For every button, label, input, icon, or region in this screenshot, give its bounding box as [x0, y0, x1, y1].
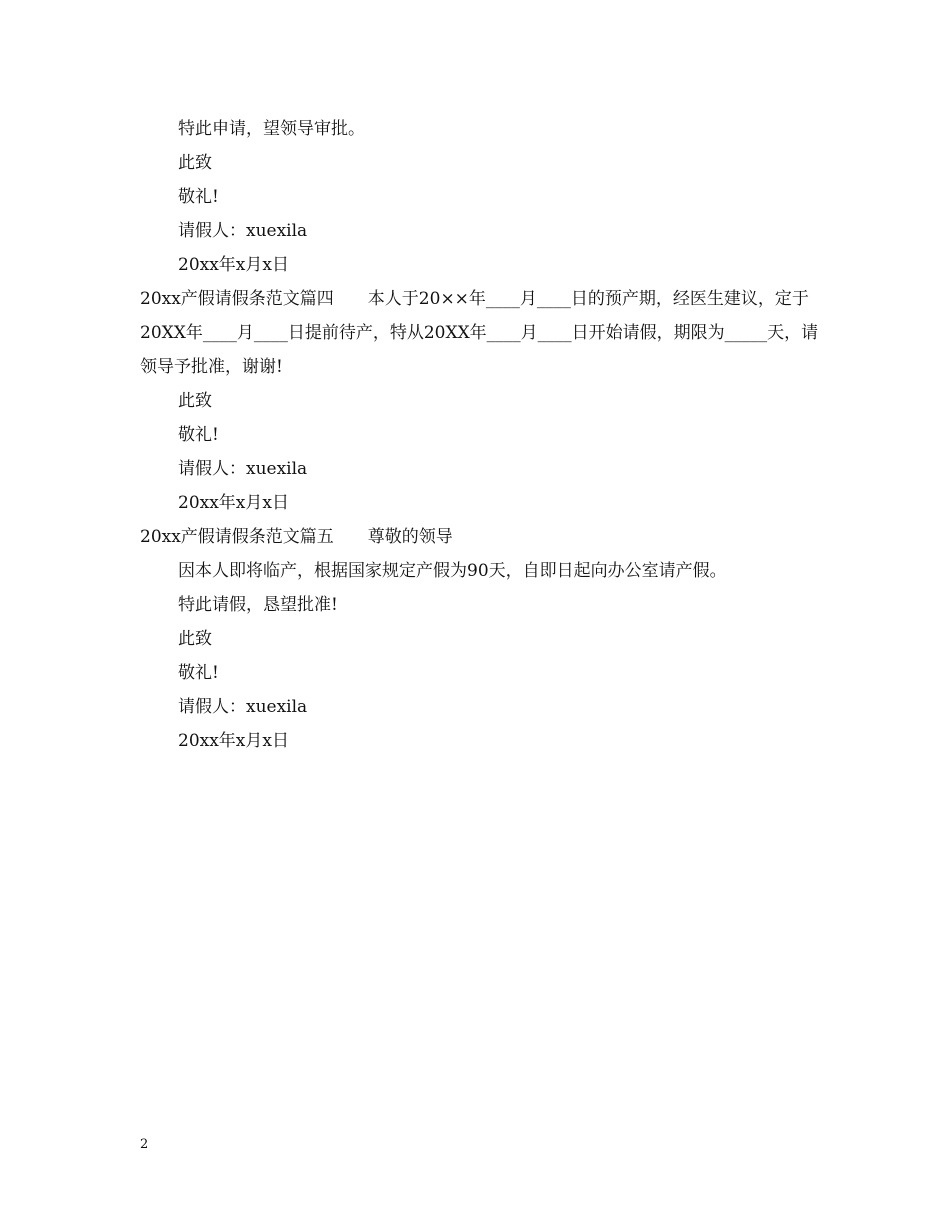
- date-line: 20xx年x月x日: [178, 493, 289, 513]
- salutation-line: 此致: [178, 629, 212, 649]
- sample-four-paragraph: 20xx产假请假条范文篇四 本人于20××年____月____日的预产期，经医生建议，定于20XX年____月____日提前待产，特从20XX年____月____日开始请假，期限为_____天，请领导予批准，谢谢!: [140, 289, 819, 377]
- page-number: 2: [140, 1137, 149, 1152]
- request-paragraph: 因本人即将临产，根据国家规定产假为90天，自即日起向办公室请产假。: [178, 561, 727, 581]
- regards-line: 敬礼!: [178, 187, 219, 207]
- regards-line: 敬礼!: [178, 663, 219, 683]
- approval-request-line: 特此请假，恳望批准!: [178, 595, 338, 615]
- applicant-line: 请假人：xuexila: [178, 697, 308, 717]
- date-line: 20xx年x月x日: [178, 731, 289, 751]
- date-line: 20xx年x月x日: [178, 255, 289, 275]
- regards-line: 敬礼!: [178, 425, 219, 445]
- sample-five-heading: 20xx产假请假条范文篇五 尊敬的领导: [140, 527, 453, 547]
- salutation-line: 此致: [178, 153, 212, 173]
- applicant-line: 请假人：xuexila: [178, 459, 308, 479]
- salutation-line: 此致: [178, 391, 212, 411]
- applicant-line: 请假人：xuexila: [178, 221, 308, 241]
- document-body: [140, 112, 820, 758]
- closing-request-line: 特此申请，望领导审批。: [178, 119, 365, 139]
